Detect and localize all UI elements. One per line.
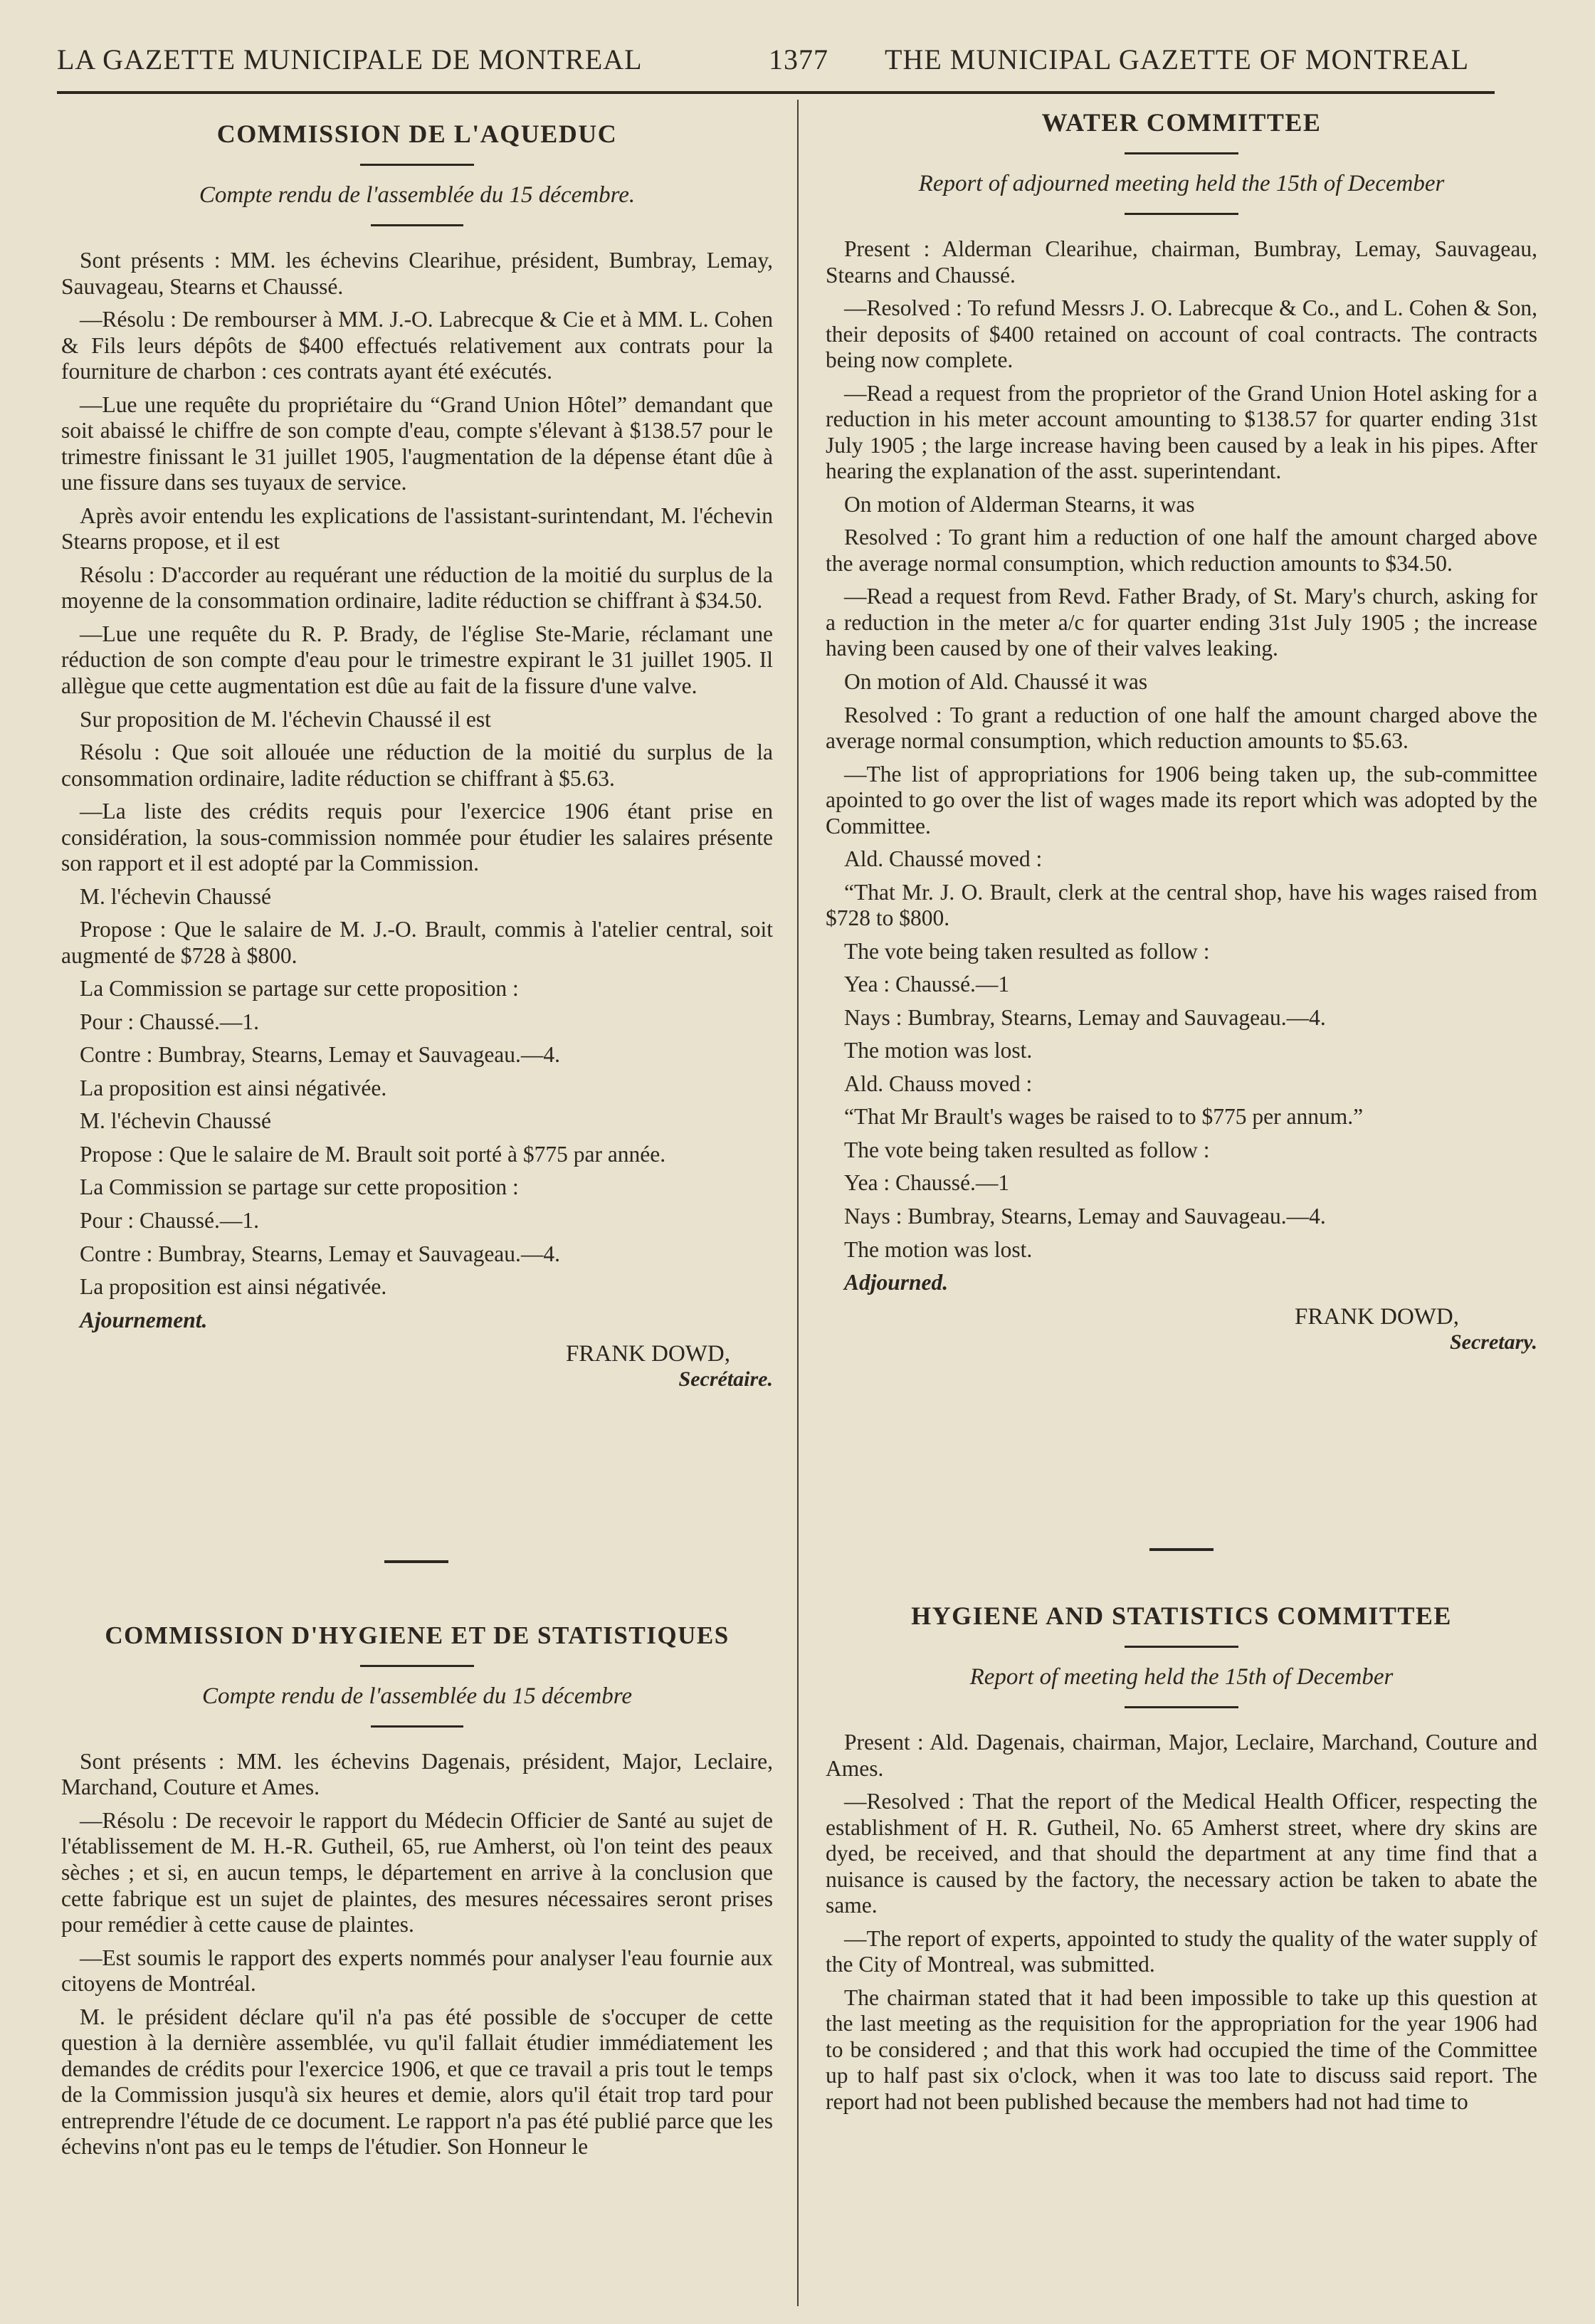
paragraph: Ald. Chauss moved : [844, 1071, 1033, 1096]
paragraph: Present : Ald. Dagenais, chairman, Major, Leclaire, Marchand, Couture and Ames. [826, 1730, 1537, 1781]
paragraph: Contre : Bumbray, Stearns, Lemay et Sauvageau.—4. [80, 1241, 561, 1266]
water-committee-title: WATER COMMITTEE [1041, 108, 1322, 137]
subtitle-rule [371, 1725, 463, 1728]
aqueduc-section [61, 120, 773, 1392]
paragraph: Contre : Bumbray, Stearns, Lemay et Sauvageau.—4. [80, 1042, 561, 1068]
paragraph: —Lue une requête du R. P. Brady, de l'église Ste-Marie, réclamant une réduction de son compte d'eau pour le trimestre expirant le 31 juillet 1905. Il allègue que cette augmentation est dûe au fait de la fissure d'une valve. [61, 621, 773, 698]
column-divider [797, 100, 799, 2306]
title-rule [1125, 1646, 1238, 1648]
aqueduc-subtitle: Compte rendu de l'assemblée du 15 décembre. [199, 182, 636, 208]
paragraph: Present : Alderman Clearihue, chairman, Bumbray, Lemay, Sauvageau, Stearns and Chaussé. [826, 236, 1537, 288]
paragraph: Nays : Bumbray, Stearns, Lemay and Sauvageau.—4. [844, 1004, 1326, 1030]
paragraph: Propose : Que le salaire de M. Brault soit porté à $775 par année. [80, 1141, 666, 1167]
paragraph: —Resolved : That the report of the Medical Health Officer, respecting the establishment of H. R. Gutheil, No. 65 Amherst street, where dry skins are dyed, be received, and that should the department at any time find that a nuisance is caused by the factory, the necessary action be taken to abate the same. [826, 1789, 1537, 1918]
paragraph: —The list of appropriations for 1906 being taken up, the sub-committee apointed to go over the list of wages made its report which was adopted by the Committee. [826, 761, 1537, 838]
paragraph: Resolved : To grant him a reduction of one half the amount charged above the average normal consumption, which reduction amounts to $34.50. [826, 525, 1537, 576]
title-rule [360, 164, 474, 166]
section-separator [1149, 1548, 1214, 1551]
title-rule [1125, 152, 1238, 154]
paragraph: Résolu : D'accorder au requérant une réduction de la moitié du surplus de la moyenne de la consommation ordinaire, ladite réduction se chiffrant à $34.50. [61, 562, 773, 614]
paragraph: On motion of Alderman Stearns, it was [844, 491, 1195, 517]
paragraph: —The report of experts, appointed to study the quality of the water supply of the City of Montreal, was submitted. [826, 1925, 1537, 1977]
header-english-title: THE MUNICIPAL GAZETTE OF MONTREAL [885, 43, 1470, 75]
hygiene-fr-title: COMMISSION D'HYGIENE ET DE STATISTIQUES [105, 1621, 730, 1649]
paragraph: The vote being taken resulted as follow : [844, 938, 1210, 964]
paragraph: On motion of Ald. Chaussé it was [844, 668, 1148, 694]
page-header [57, 37, 1495, 87]
signature-name: FRANK DOWD, [566, 1341, 730, 1367]
paragraph: Resolved : To grant a reduction of one half the amount charged above the average normal consumption, which reduction amounts to $5.63. [826, 702, 1537, 754]
paragraph: —Résolu : De recevoir le rapport du Médecin Officier de Santé au sujet de l'établissement de M. H.-R. Gutheil, 65, rue Amherst, où l'on teint des peaux sèches ; et si, en aucun temps, le département en arrive à la conclusion que cette fabrique est un sujet de plaintes, des mesures nécessaires seront prises pour remédier à cette cause de plaintes. [61, 1807, 773, 1937]
signature-name: FRANK DOWD, [1295, 1303, 1459, 1330]
subtitle-rule [1125, 213, 1238, 215]
paragraph: Ald. Chaussé moved : [844, 846, 1043, 872]
paragraph: Pour : Chaussé.—1. [80, 1208, 259, 1234]
paragraph: —Est soumis le rapport des experts nommés pour analyser l'eau fournie aux citoyens de Montréal. [61, 1945, 773, 1997]
paragraph: La proposition est ainsi négativée. [80, 1075, 387, 1100]
paragraph: The motion was lost. [844, 1038, 1033, 1063]
subtitle-rule [371, 224, 463, 226]
hygiene-en-title: HYGIENE AND STATISTICS COMMITTEE [911, 1602, 1452, 1630]
title-rule [360, 1665, 474, 1667]
paragraph: The motion was lost. [844, 1236, 1033, 1262]
paragraph: La Commission se partage sur cette proposition : [80, 1174, 519, 1200]
adjournment: Ajournement. [80, 1307, 208, 1332]
page-number: 1377 [769, 43, 828, 75]
paragraph: Sur proposition de M. l'échevin Chaussé il est [80, 706, 491, 732]
paragraph: Nays : Bumbray, Stearns, Lemay and Sauvageau.—4. [844, 1204, 1326, 1229]
paragraph: —Read a request from Revd. Father Brady, of St. Mary's church, asking for a reduction in the meter a/c for quarter ending 31st July 1905 ; the increase having been caused by one of their valves leaking. [826, 584, 1537, 661]
paragraph: Après avoir entendu les explications de l'assistant-surintendant, M. l'échevin Stearns propose, et il est [61, 503, 773, 554]
header-rule [57, 91, 1495, 94]
paragraph: Yea : Chaussé.—1 [844, 972, 1010, 997]
paragraph: —Read a request from the proprietor of the Grand Union Hotel asking for a reduction in his meter account amounting to $138.57 for quarter ending 31st July 1905 ; the large increase having been caused by a leak in his pipes. After hearing the explanation of the asst. superintendant. [826, 380, 1537, 484]
paragraph: “That Mr. J. O. Brault, clerk at the central shop, have his wages raised from $728 to $800. [826, 879, 1537, 931]
paragraph: M. le président déclare qu'il n'a pas été possible de s'occuper de cette question à la dernière assemblée, vu qu'il fallait étudier immédiatement les demandes de crédits pour l'exercice 1906, et que ce travail a pris tout le temps de la Commission jusqu'à six heures et demie, alors qu'il était trop tard pour entreprendre l'étude de ce document. Le rapport n'a pas été publié parce que les échevins n'ont pas eu le temps de l'étudier. Son Honneur le [61, 2004, 773, 2160]
paragraph: The vote being taken resulted as follow : [844, 1137, 1210, 1162]
hygiene-en-body [826, 1730, 1537, 2115]
paragraph: —Resolved : To refund Messrs J. O. Labrecque & Co., and L. Cohen & Son, their deposits of $400 retained on account of coal contracts. The contracts being now complete. [826, 295, 1537, 373]
paragraph: Sont présents : MM. les échevins Dagenais, président, Major, Leclaire, Marchand, Couture et Ames. [61, 1748, 773, 1800]
hygiene-fr-section [61, 1621, 773, 2167]
signature-title: Secretary. [1449, 1330, 1537, 1354]
aqueduc-body [61, 248, 773, 1392]
hygiene-en-subtitle: Report of meeting held the 15th of December [969, 1663, 1394, 1690]
hygiene-en-section [826, 1602, 1537, 2122]
paragraph: La Commission se partage sur cette proposition : [80, 976, 519, 1001]
paragraph: M. l'échevin Chaussé [80, 1108, 271, 1134]
paragraph: Pour : Chaussé.—1. [80, 1009, 259, 1034]
water-committee-subtitle: Report of adjourned meeting held the 15th of December [918, 170, 1445, 196]
water-committee-body [826, 236, 1537, 1355]
signature-title: Secrétaire. [678, 1367, 773, 1392]
paragraph: “That Mr Brault's wages be raised to to $775 per annum.” [844, 1104, 1364, 1130]
hygiene-fr-body [61, 1749, 773, 2160]
header-french-title: LA GAZETTE MUNICIPALE DE MONTREAL [57, 43, 643, 75]
water-committee-section [826, 108, 1537, 1355]
adjournment: Adjourned. [844, 1270, 949, 1295]
paragraph: Sont présents : MM. les échevins Clearihue, président, Bumbray, Lemay, Sauvageau, Stearns et Chaussé. [61, 248, 773, 299]
paragraph: The chairman stated that it had been impossible to take up this question at the last meeting as the requisition for the appropriation for the year 1906 had to be considered ; and that this work had occupied the time of the Committee up to half past six o'clock, when it was too late to discuss said report. The report had not been published because the members had not had time to [826, 1984, 1537, 2114]
paragraph: —Lue une requête du propriétaire du “Grand Union Hôtel” demandant que soit abaissé le chiffre de son compte d'eau, compte s'élevant à $138.57 pour le trimestre finissant le 31 juillet 1905, l'augmentation de la dépense étant dûe à une fissure dans ses tuyaux de service. [61, 391, 773, 495]
paragraph: M. l'échevin Chaussé [80, 883, 271, 909]
paragraph: —La liste des crédits requis pour l'exercice 1906 étant prise en considération, la sous-commission nommée pour étudier les salaires présente son rapport et il est adopté par la Commission. [61, 799, 773, 876]
hygiene-fr-subtitle: Compte rendu de l'assemblée du 15 décembre [202, 1683, 632, 1709]
paragraph: Résolu : Que soit allouée une réduction de la moitié du surplus de la consommation ordinaire, ladite réduction se chiffrant à $5.63. [61, 740, 773, 791]
section-separator [384, 1560, 448, 1563]
paragraph: Propose : Que le salaire de M. J.-O. Brault, commis à l'atelier central, soit augmenté de $728 à $800. [61, 917, 773, 968]
paragraph: La proposition est ainsi négativée. [80, 1274, 387, 1300]
paragraph: —Résolu : De rembourser à MM. J.-O. Labrecque & Cie et à MM. L. Cohen & Fils leurs dépôts de $400 effectués relativement aux contrats pour la fourniture de charbon : ces contrats ayant été exécutés. [61, 307, 773, 384]
subtitle-rule [1125, 1706, 1238, 1708]
paragraph: Yea : Chaussé.—1 [844, 1170, 1010, 1196]
aqueduc-title: COMMISSION DE L'AQUEDUC [216, 120, 618, 148]
